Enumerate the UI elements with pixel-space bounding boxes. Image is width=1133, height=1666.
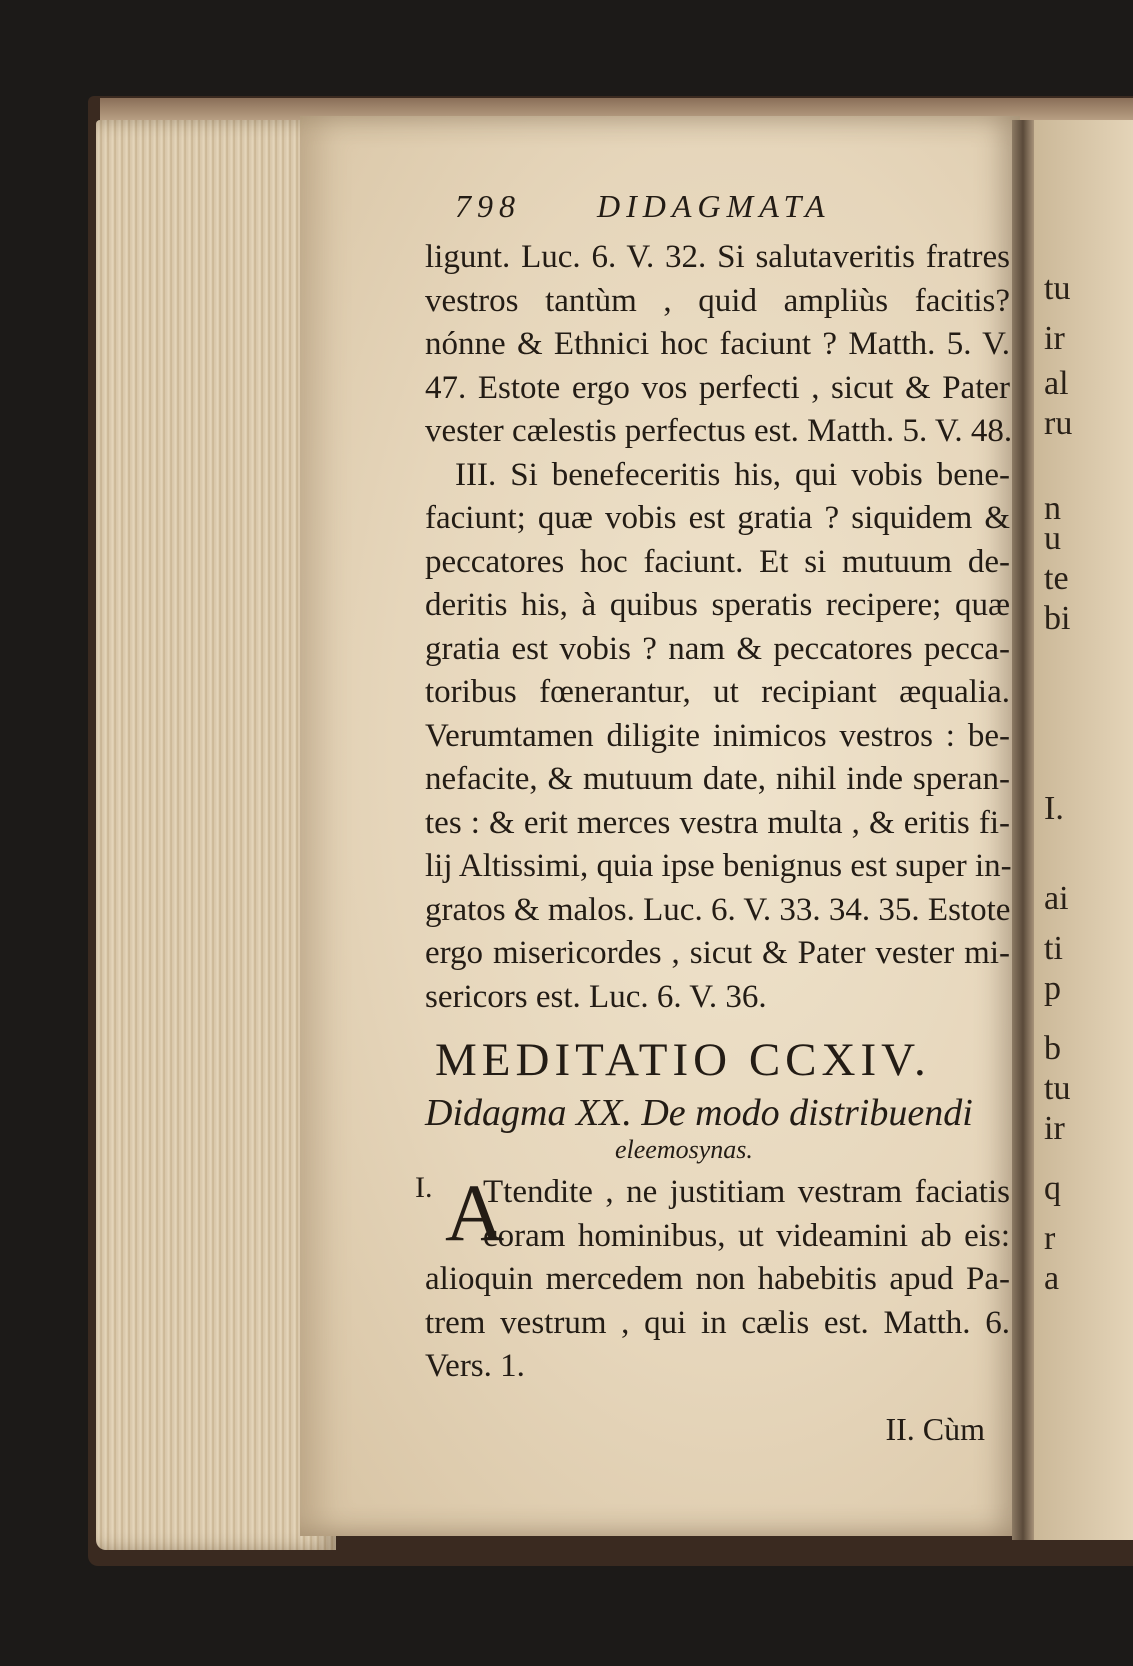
text-line: tes : & erit merces vestra multa , & eritis fi- — [425, 804, 1010, 841]
text-line: deritis his, à quibus speratis recipere; quæ — [425, 587, 1010, 623]
text-line: toribus fœnerantur, ut recipiant æqualia. — [425, 674, 1010, 710]
text-line: alioquin mercedem non habebitis apud Pa- — [425, 1261, 1010, 1297]
facing-page-text: u — [1044, 520, 1061, 557]
page-content — [415, 188, 1013, 1448]
facing-page-text: q — [1044, 1170, 1061, 1207]
facing-page-text: te — [1044, 560, 1069, 597]
facing-page-text: tu — [1044, 270, 1071, 307]
facing-page-text: I. — [1044, 790, 1064, 827]
text-line: peccatores hoc faciunt. Et si mutuum de- — [425, 543, 1010, 580]
page-number: 798 — [455, 188, 521, 224]
facing-page-text: al — [1044, 365, 1069, 402]
text-line: Ttendite , ne justitiam vestram faciatis — [483, 1174, 1010, 1210]
running-head — [415, 188, 1005, 236]
text-line: coram hominibus, ut videamini ab eis: — [483, 1217, 1010, 1254]
facing-page-text: ir — [1044, 320, 1065, 357]
catchword: II. Cùm — [885, 1410, 985, 1447]
facing-page-text: a — [1044, 1260, 1060, 1297]
facing-page-text: ti — [1044, 930, 1063, 967]
text-line: ligunt. Luc. 6. V. 32. Si salutaveritis fratres — [425, 239, 1010, 275]
text-line: 47. Estote ergo vos perfecti , sicut & Pater — [425, 369, 1010, 406]
facing-page-fragment — [1034, 120, 1133, 1540]
drop-cap: A — [445, 1167, 505, 1258]
meditation-heading: MEDITATIO CCXIV. — [435, 1034, 931, 1086]
text-line: trem vestrum , qui in cælis est. Matth. 6. — [425, 1304, 1010, 1341]
facing-page-text: n — [1044, 490, 1061, 527]
meditation-subheading-cont: eleemosynas. — [615, 1135, 753, 1164]
text-line: Vers. 1. — [425, 1348, 525, 1384]
paragraph-opening — [415, 1167, 1010, 1258]
text-line: lij Altissimi, quia ipse benignus est super in- — [425, 848, 1012, 884]
facing-page-text: ir — [1044, 1110, 1065, 1147]
facing-page-text: ru — [1044, 405, 1073, 442]
facing-page-text: p — [1044, 970, 1061, 1007]
text-line: gratia est vobis ? nam & peccatores pecca- — [425, 630, 1010, 667]
facing-page-text: ai — [1044, 880, 1069, 917]
paragraph-number: I. — [415, 1171, 433, 1204]
text-line: III. Si benefeceritis his, qui vobis bene- — [455, 456, 1010, 493]
text-line: faciunt; quæ vobis est gratia ? siquidem & — [425, 500, 1010, 536]
facing-page-text: tu — [1044, 1070, 1071, 1107]
text-line: nónne & Ethnici hoc faciunt ? Matth. 5. V. — [425, 326, 1010, 362]
book-gutter — [1012, 120, 1034, 1540]
text-line: ergo misericordes , sicut & Pater vester mi- — [425, 935, 1010, 971]
text-line: Verumtamen diligite inimicos vestros : be- — [425, 717, 1010, 754]
text-line: sericors est. Luc. 6. V. 36. — [425, 978, 767, 1015]
text-line: vester cælestis perfectus est. Matth. 5. V. 48. — [425, 413, 1013, 449]
text-line: gratos & malos. Luc. 6. V. 33. 34. 35. Estote — [425, 891, 1011, 928]
text-line: vestros tantùm , quid ampliùs facitis? — [425, 282, 1010, 319]
text-line: nefacite, & mutuum date, nihil inde speran- — [425, 761, 1010, 797]
meditation-subheading: Didagma XX. De modo distribuendi — [425, 1092, 973, 1134]
facing-page-text: r — [1044, 1220, 1056, 1257]
facing-page-text: b — [1044, 1030, 1061, 1067]
facing-page-text: bi — [1044, 600, 1071, 637]
running-title: DIDAGMATA — [597, 188, 831, 224]
